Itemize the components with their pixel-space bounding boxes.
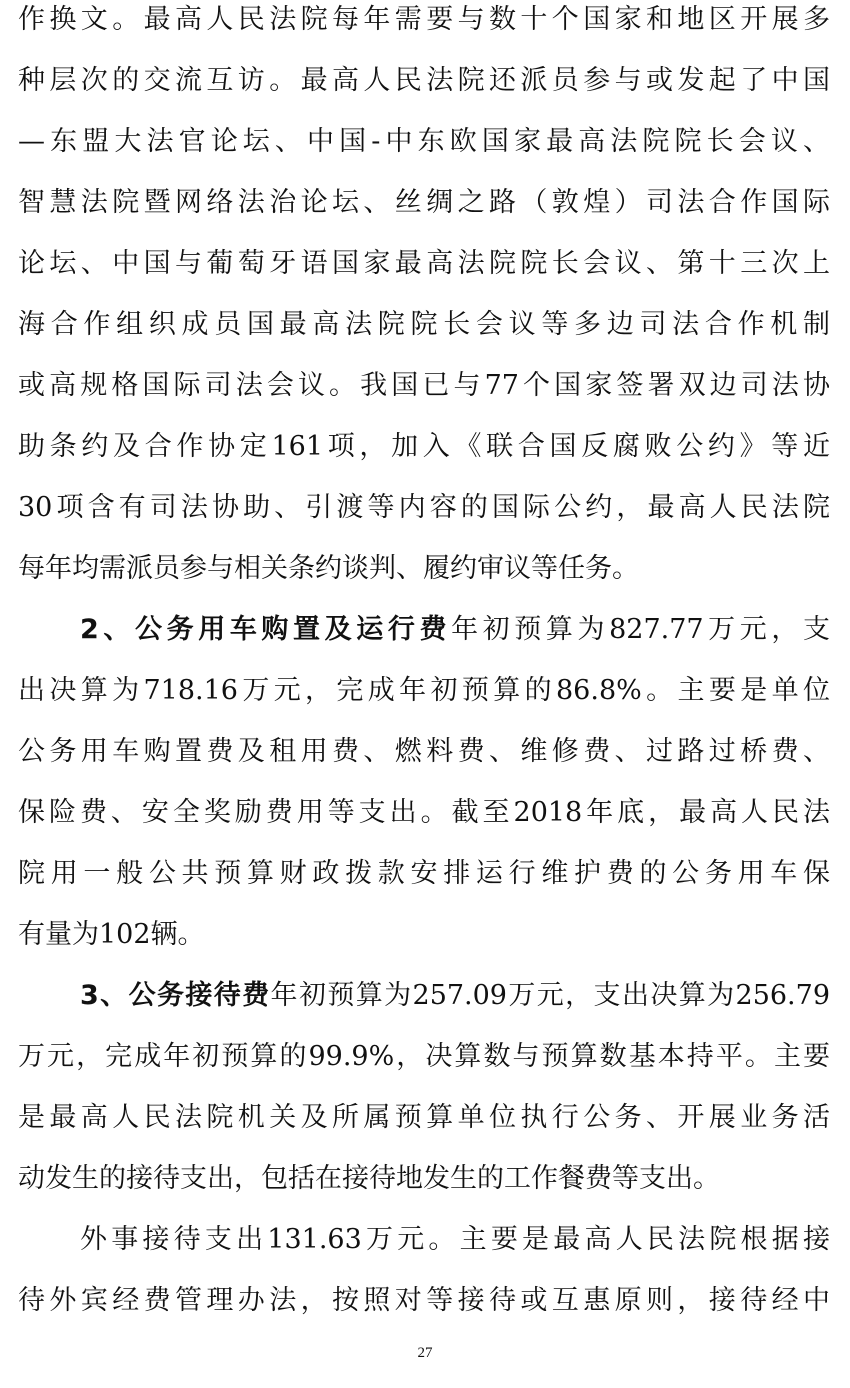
paragraph-line: 或高规格国际司法会议。我国已与77个国家签署双边司法协 <box>18 370 830 401</box>
paragraph-line: 万元，完成年初预算的99.9%，决算数与预算数基本持平。主要 <box>18 1041 830 1072</box>
paragraph-line: 动发生的接待支出，包括在接待地发生的工作餐费等支出。 <box>18 1163 720 1194</box>
page-number: 27 <box>417 1345 433 1361</box>
paragraph-line: 有量为102辆。 <box>18 919 205 950</box>
section-3-first-line <box>80 976 830 1016</box>
paragraph-line: —东盟大法官论坛、中国-中东欧国家最高法院院长会议、 <box>18 126 830 157</box>
paragraph-line: 作换文。最高人民法院每年需要与数十个国家和地区开展多 <box>18 4 830 35</box>
paragraph-line: 每年均需派员参与相关条约谈判、履约审议等任务。 <box>18 553 639 584</box>
paragraph-line: 是最高人民法院机关及所属预算单位执行公务、开展业务活 <box>18 1102 830 1133</box>
foreign-reception-first-line: 外事接待支出131.63万元。主要是最高人民法院根据接 <box>80 1224 830 1255</box>
paragraph-line: 出决算为718.16万元，完成年初预算的86.8%。主要是单位 <box>18 675 830 706</box>
paragraph-line: 论坛、中国与葡萄牙语国家最高法院院长会议、第十三次上 <box>18 248 830 279</box>
paragraph-line: 30项含有司法协助、引渡等内容的国际公约，最高人民法院 <box>18 492 830 523</box>
section-2-heading: 2、公务用车购置及运行费 <box>80 614 452 645</box>
section-3-first-line-text: 年初预算为257.09万元，支出决算为256.79 <box>270 980 830 1011</box>
paragraph-line: 待外宾经费管理办法，按照对等接待或互惠原则，接待经中 <box>18 1285 830 1316</box>
section-3-heading: 3、公务接待费 <box>80 980 271 1011</box>
paragraph-line: 海合作组织成员国最高法院院长会议等多边司法合作机制 <box>18 309 830 340</box>
paragraph-line: 保险费、安全奖励费用等支出。截至2018年底，最高人民法 <box>18 797 830 828</box>
paragraph-line: 智慧法院暨网络法治论坛、丝绸之路（敦煌）司法合作国际 <box>18 187 830 218</box>
paragraph-line: 公务用车购置费及租用费、燃料费、维修费、过路过桥费、 <box>18 736 830 767</box>
paragraph-line: 院用一般公共预算财政拨款安排运行维护费的公务用车保 <box>18 858 830 889</box>
section-2-first-line <box>80 610 830 650</box>
paragraph-line: 种层次的交流互访。最高人民法院还派员参与或发起了中国 <box>18 65 830 96</box>
paragraph-line: 助条约及合作协定161项，加入《联合国反腐败公约》等近 <box>18 431 830 462</box>
section-2-first-line-text: 年初预算为827.77万元，支 <box>451 614 830 645</box>
